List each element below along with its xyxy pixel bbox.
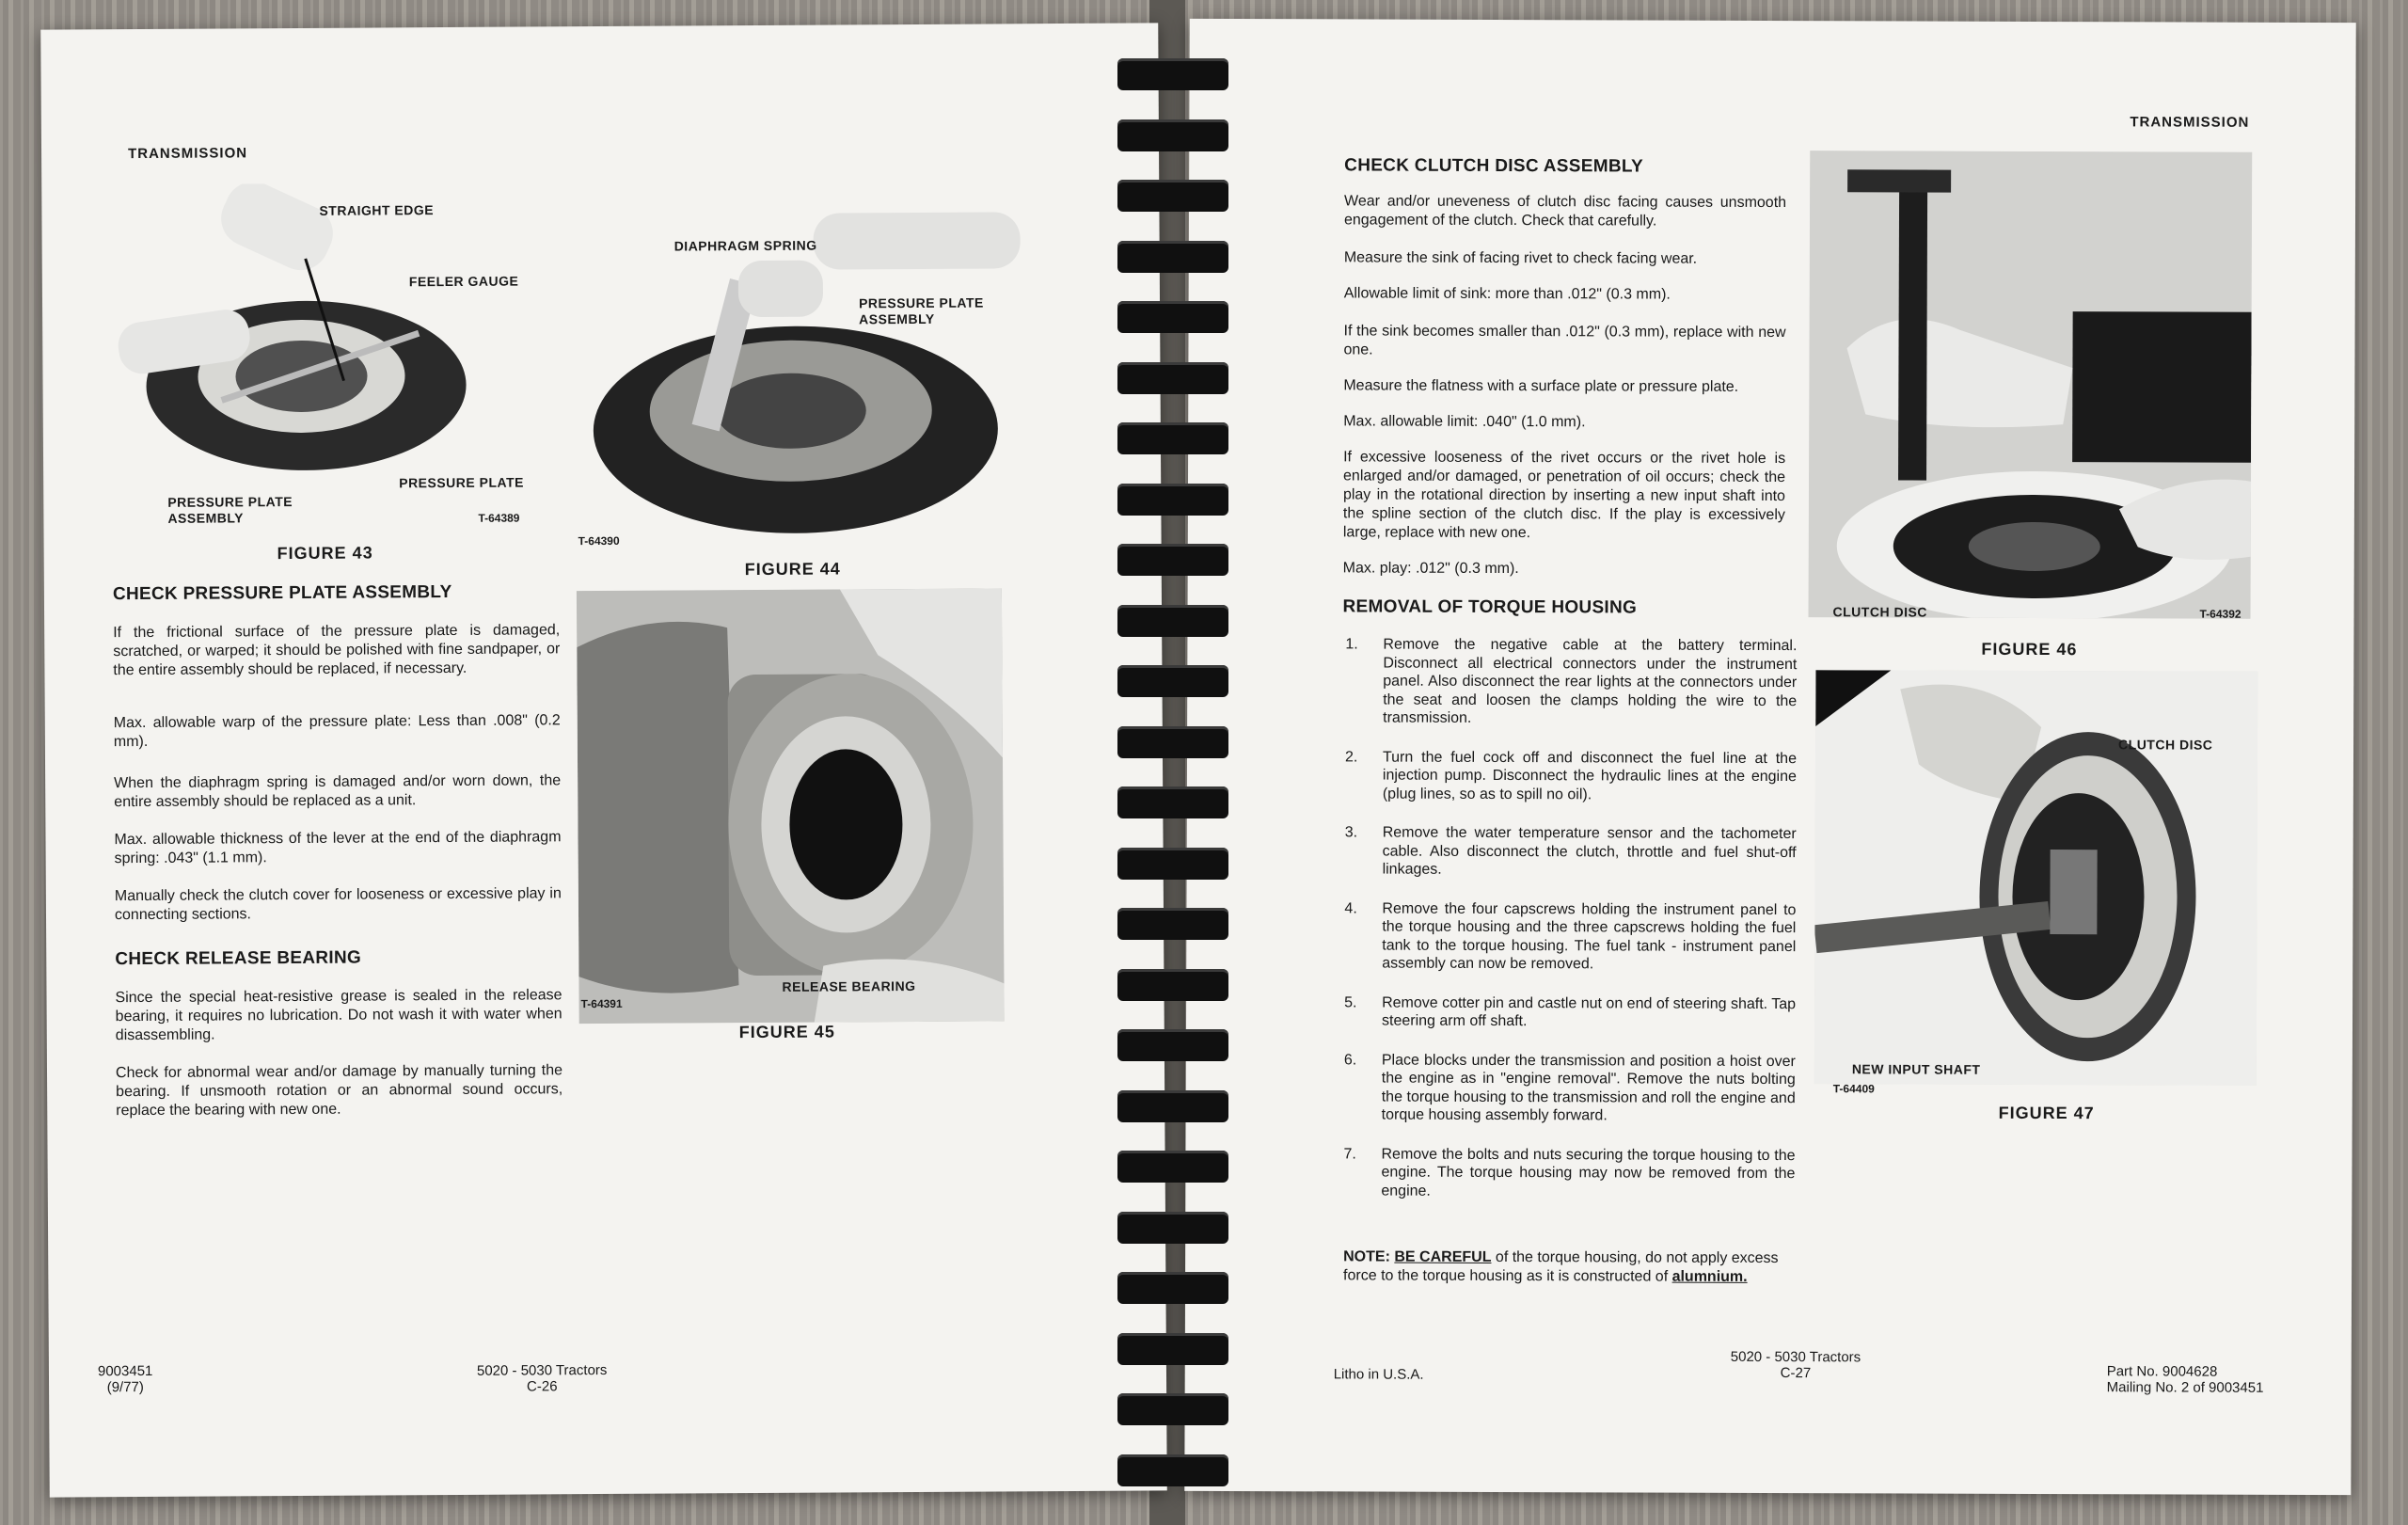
paragraph: Check for abnormal wear and/or damage by manually turning the bearing. If unsmooth rotation or an abnormal sound occurs, replace the bearing with new one.: [115, 1062, 563, 1120]
footer-code-number: 9003451: [97, 1362, 153, 1380]
label-pressure-plate: PRESSURE PLATE: [399, 474, 525, 491]
label-feeler-gauge: FEELER GAUGE: [408, 273, 519, 290]
step-number: 3.: [1344, 824, 1358, 841]
note-label: NOTE:: [1343, 1248, 1390, 1265]
tnum-46: T-64392: [2199, 607, 2242, 621]
paragraph: Since the special heat-resistive grease is sealed in the release bearing, it requires no lubrication. Do not wash it with water when disassembling.: [115, 987, 562, 1044]
step-item: [1345, 635, 1797, 728]
binding-coil: [1117, 969, 1228, 1001]
figure-45-caption: FIGURE 45: [738, 1022, 835, 1042]
binding-coil: [1117, 119, 1228, 151]
step-item: [1345, 823, 1797, 880]
binding-coil: [1117, 362, 1228, 394]
step-text: Place blocks under the transmission and position a hoist over the engine as in "engine removal". Remove the nuts bolting the torque housing to the transmission and roll the engine and torque housing assembly forward.: [1381, 1052, 1796, 1124]
note: [1343, 1247, 1795, 1287]
footer-model-name: 5020 - 5030 Tractors: [1730, 1348, 1861, 1366]
footer-part-number: Part No. 9004628: [2106, 1363, 2218, 1380]
footer-model: [477, 1362, 608, 1395]
figure-44-caption: FIGURE 44: [744, 559, 841, 580]
binding-coil: [1117, 665, 1228, 697]
tnum-45: T-64391: [580, 996, 623, 1011]
step-text: Remove the negative cable at the battery terminal. Disconnect all electrical connectors under the instrument panel. Also disconnect the rear lights at the connectors under the seat and loosen the clamps holding the wire to the transmission.: [1383, 636, 1798, 726]
label-clutch-disc-47: CLUTCH DISC: [2118, 737, 2213, 753]
step-item: [1344, 899, 1796, 975]
footer-model: [1731, 1349, 1861, 1381]
footer-code: [98, 1363, 153, 1395]
tnum-44: T-64390: [578, 533, 620, 548]
paragraph: When the diaphragm spring is damaged and/or worn down, the entire assembly should be replaced as a unit.: [114, 772, 562, 811]
footer-page-number: C-27: [1780, 1365, 1812, 1382]
label-release-bearing: RELEASE BEARING: [782, 977, 916, 994]
paragraph: Allowable limit of sink: more than .012" (0.3 mm).: [1343, 285, 1671, 303]
note-careful: BE CAREFUL: [1394, 1248, 1492, 1265]
paragraph: Max. allowable thickness of the lever at the end of the diaphragm spring: .043" (1.1 mm).: [114, 829, 562, 867]
footer-page-number: C-26: [526, 1378, 558, 1395]
paragraph: Max. allowable limit: .040" (1.0 mm).: [1343, 413, 1586, 431]
left-page: [40, 23, 1167, 1497]
heading-removal-torque-housing: REMOVAL OF TORQUE HOUSING: [1342, 596, 1638, 618]
binding-coil: [1117, 786, 1228, 818]
label-clutch-disc-46: CLUTCH DISC: [1832, 604, 1927, 620]
label-diaphragm-spring: DIAPHRAGM SPRING: [673, 237, 817, 254]
label-new-input-shaft: NEW INPUT SHAFT: [1851, 1061, 1981, 1077]
paragraph: Max. allowable warp of the pressure plate: Less than .008" (0.2 mm).: [113, 712, 561, 751]
heading-check-pressure-plate: CHECK PRESSURE PLATE ASSEMBLY: [112, 581, 452, 605]
footer-date: (9/77): [106, 1379, 144, 1396]
step-number: 4.: [1344, 899, 1357, 916]
paragraph: Measure the flatness with a surface plate or pressure plate.: [1343, 377, 1739, 395]
step-text: Remove cotter pin and castle nut on end of steering shaft. Tap steering arm off shaft.: [1381, 994, 1797, 1030]
paragraph: Wear and/or uneveness of clutch disc facing causes unsmooth engagement of the clutch. Check that carefully.: [1343, 193, 1787, 230]
note-text: of the torque housing, do not apply excess force to the torque housing as it is constructed of: [1343, 1248, 1779, 1285]
footer-mailing: Mailing No. 2 of 9003451: [2106, 1379, 2264, 1396]
heading-check-release-bearing: CHECK RELEASE BEARING: [115, 947, 362, 970]
paragraph: Max. play: .012" (0.3 mm).: [1342, 560, 1519, 578]
binding-coil: [1117, 241, 1228, 273]
step-text: Remove the water temperature sensor and the tachometer cable. Also disconnect the clutch, throttle and fuel shut-off linkages.: [1382, 824, 1797, 878]
binding-coil: [1117, 908, 1228, 940]
binding-coil: [1117, 726, 1228, 758]
figure-45-photo: [577, 588, 1005, 1024]
step-item: [1343, 1145, 1795, 1201]
paragraph: Manually check the clutch cover for looseness or excessive play in connecting sections.: [114, 885, 562, 924]
right-page: [1184, 19, 2355, 1495]
label-straight-edge: STRAIGHT EDGE: [319, 202, 435, 218]
removal-steps: [1343, 635, 1797, 1222]
binding-coil: [1117, 301, 1228, 333]
figure-47-caption: FIGURE 47: [1998, 1103, 2095, 1123]
step-item: [1344, 1051, 1796, 1126]
binding-coil: [1117, 1333, 1228, 1365]
binding-coil: [1117, 1151, 1228, 1183]
footer-part: [2107, 1363, 2264, 1396]
figure-46-caption: FIGURE 46: [1981, 639, 2078, 659]
binding-coil: [1117, 1212, 1228, 1244]
tnum-43: T-64389: [478, 511, 520, 525]
binding-coil: [1117, 1029, 1228, 1061]
label-pressure-plate-assembly-44: PRESSURE PLATE ASSEMBLY: [858, 294, 984, 327]
binding-coil: [1117, 1393, 1228, 1425]
binding-coil: [1117, 1090, 1228, 1122]
binding-coil: [1117, 180, 1228, 212]
footer-litho: Litho in U.S.A.: [1333, 1366, 1424, 1383]
step-number: 1.: [1345, 636, 1358, 653]
note-material: alumnium.: [1671, 1268, 1748, 1285]
binding-coil: [1117, 605, 1228, 637]
page-header: TRANSMISSION: [2130, 114, 2250, 131]
step-text: Remove the four capscrews holding the instrument panel to the torque housing and the three capscrews holding the fuel tank to the torque housing. The fuel tank - instrument panel assembly can now be removed.: [1382, 900, 1797, 973]
step-text: Turn the fuel cock off and disconnect the fuel line at the injection pump. Disconnect the hydraulic lines at the engine (plug lines, so as to spill no oil).: [1382, 749, 1798, 802]
binding-coil: [1117, 1454, 1228, 1486]
paragraph: If the frictional surface of the pressure plate is damaged, scratched, or warped; it should be polished with fine sandpaper, or the entire assembly should be replaced, if necessary.: [113, 622, 561, 679]
step-number: 7.: [1343, 1145, 1356, 1162]
paragraph: If excessive looseness of the rivet occurs or the rivet hole is enlarged and/or damaged, or penetration of oil occurs; check the play in the rotational direction by inserting a new input shaft into the spline section of the clutch disc. If the play is excessively large, replace with new one.: [1342, 449, 1786, 542]
page-header: TRANSMISSION: [128, 145, 248, 163]
label-pressure-plate-assembly: PRESSURE PLATE ASSEMBLY: [167, 494, 293, 526]
figure-47-photo: [1814, 670, 2258, 1086]
binding-coil: [1117, 544, 1228, 576]
binding-coil: [1117, 422, 1228, 454]
step-number: 5.: [1344, 993, 1357, 1010]
binding-coil: [1117, 484, 1228, 516]
tnum-47: T-64409: [1832, 1082, 1875, 1096]
heading-check-clutch-disc: CHECK CLUTCH DISC ASSEMBLY: [1344, 155, 1644, 177]
step-number: 6.: [1343, 1051, 1357, 1068]
footer-model-name: 5020 - 5030 Tractors: [476, 1361, 608, 1379]
step-text: Remove the bolts and nuts securing the torque housing to the engine. The torque housing may now be removed from the engine.: [1381, 1146, 1796, 1199]
binding-coil: [1117, 1272, 1228, 1304]
figure-43-photo: [117, 182, 561, 485]
paragraph: Measure the sink of facing rivet to check facing wear.: [1343, 249, 1698, 267]
paragraph: If the sink becomes smaller than .012" (0.3 mm), replace with new one.: [1343, 323, 1786, 358]
step-number: 2.: [1344, 748, 1358, 765]
binding-coil: [1117, 848, 1228, 880]
figure-43-caption: FIGURE 43: [277, 543, 373, 564]
binding-coil: [1117, 58, 1228, 90]
step-item: [1345, 748, 1797, 804]
step-item: [1344, 993, 1796, 1032]
figure-46-photo: [1809, 151, 2253, 619]
